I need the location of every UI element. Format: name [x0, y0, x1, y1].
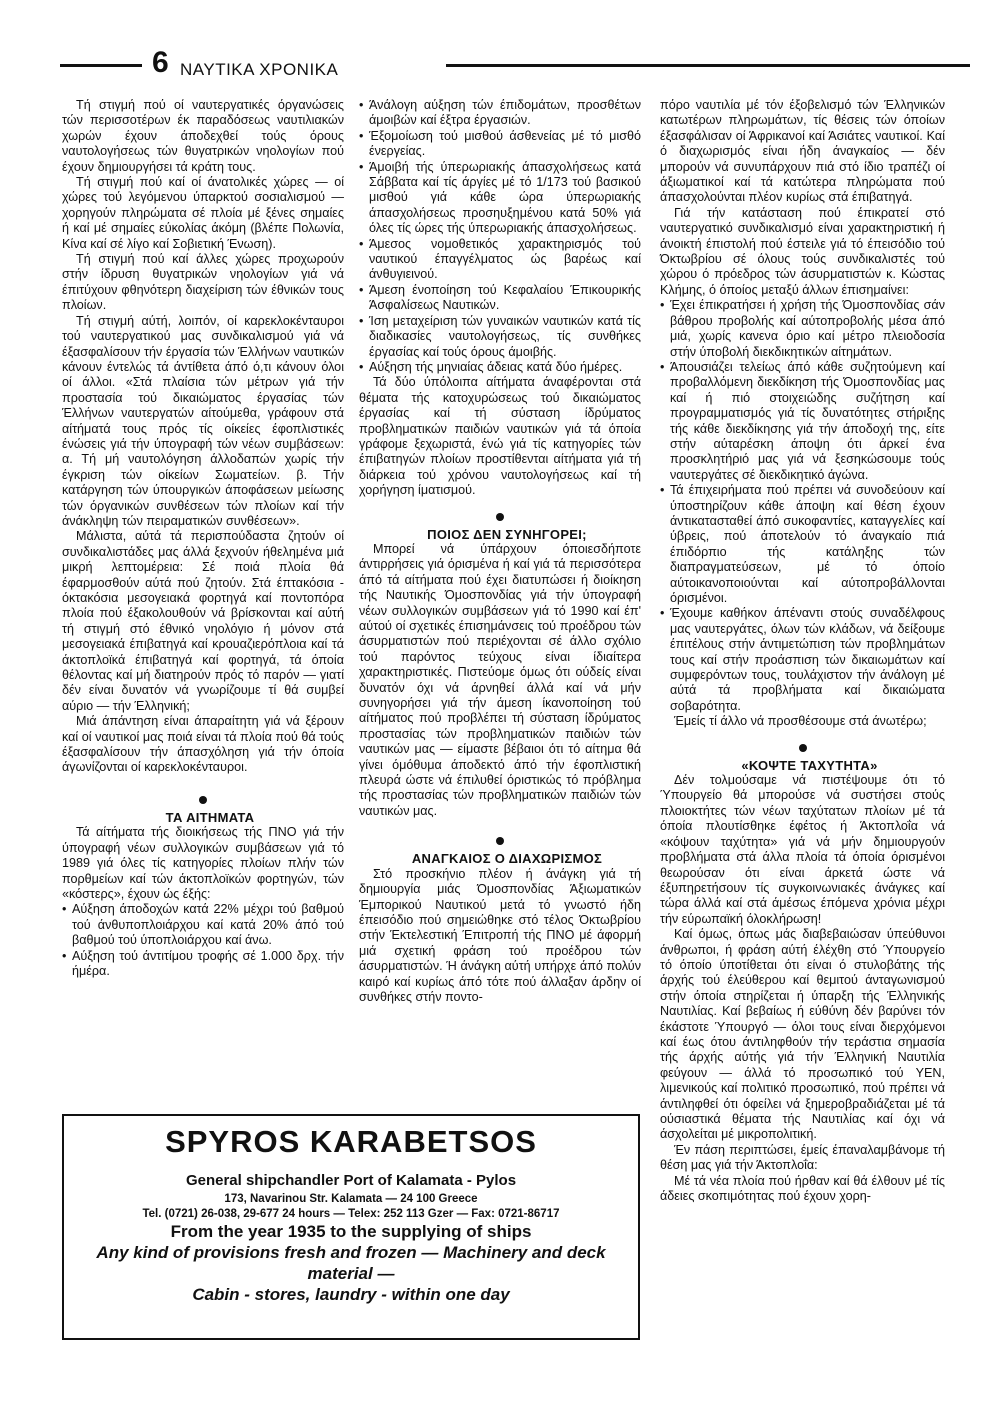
- paragraph: Τά δύο ύπόλοιπα αίτήματα άναφέρονται στά θέματα τής κατοχυρώσεως τού δικαιώματος έργασίας καί τή σύσταση ίδρύματος προβληματικών παιδιών ναυτικών γιά τά όποία γράφομε ξεχωριστά, ένώ γιά τίς κατηγορίες τών έπιβατηγών πλοίων προστίθενται αίτήματα γιά τή διάρκεια τού χρόνου ναυτολογήσεως καί τή χορήγηση ίματισμού.: [359, 375, 641, 498]
- ad-tagline: General shipchandler Port of Kalamata - Pylos: [185, 1172, 517, 1189]
- header-rule-right: [446, 64, 970, 67]
- paragraph: Δέν τολμούσαμε νά πιστέψουμε ότι τό Ύπουργείο θά μπορούσε νά συστήσει στούς πλοιοκτήτες τών νέων ταχύτατων πλοίων μέ τά όποία πλουτίσθηκε έφέτος ή Άκτοπλοΐα νά «κόψουν ταχύτητα» γιά νά μήν δημιουργούν προβλήματα στά άλλα πλοία τά όποία όρισμένοι θεωρούσαν ότι είναι άρκετά ώστε νά έξυπηρετήσουν τίς συγκοινωνιακές άνάγκες καί τώρα άλλά καί στά άμέσως έπόμενα χρόνια μέχρι τήν εύρωπαϊκή όλοκλήρωση!: [660, 773, 945, 926]
- paragraph: Έν πάση περιπτώσει, έμείς έπαναλαμβάνομε τή θέση μας γιά τήν Άκτοπλοΐα:: [660, 1142, 945, 1173]
- header-rule-left: [60, 64, 142, 67]
- section-bullet-dot: [496, 837, 504, 845]
- ad-services-line: Cabin - stores, laundry - within one day: [192, 1285, 510, 1304]
- paragraph: Καί όμως, όπως μάς διαβεβαιώσαν ύπεύθυνοι άνθρωποι, ή φράση αύτή έλέχθη στό Ύπουργείο τό όποίο ύποτίθεται ότι είναι ό στυλοβάτης τής άρχής τού έλεύθερου καί θεμιτού άνταγωνισμού στήν όποία στηρίζεται ή ύπαρξη τής Έλληνικής Ναυτιλίας. Καί βεβαίως ή εύθύνη δέν βαρύνει τόν έκάστοτε Ύπουργό — όλοι τους είναι διερχόμενοι καί έως ότου άντιληφθούν τήν τεράστια σημασία τής άρχής αύτής γιά τήν Έλληνική Ναυτιλία φεύγουν — άλλά τό προσωπικό τού ΥΕΝ, λιμενικούς καί πολιτικό προσωπικό, πού πρέπει νά άντιληφθεί ότι όφείλει νά ξημεροβραδιάζεται μέ τά ούσιαστικά θέματα τής Ναυτιλίας καί όχι νά άσχολείται μέ μικροπολιτική.: [660, 927, 945, 1142]
- list-item: • Τά έπιχειρήματα πού πρέπει νά συνοδεύουν καί ύποστηρίζουν κάθε άποψη καί θέση έχουν άντικατασταθεί άπό συκοφαντίες, καταγγελίες καί ύβρεις, πού άποτελούν τό άναγκαίο πιά έπιδόρπιο τής κατάληξης τών διαπραγματεύσεων, μέ τό όποίο αύτοικανοποιούνται καί αύτοπροβάλλονται όρισμένοι.: [660, 483, 945, 606]
- page-number: 6: [152, 46, 169, 79]
- list-item: • Άμεσος νομοθετικός χαρακτηρισμός τού ναυτικού έπαγγέλματος ώς βαρέως καί άνθυγιεινού.: [359, 237, 641, 283]
- publication-title: ΝΑΥΤΙΚΑ ΧΡΟΝΙΚΑ: [180, 60, 339, 79]
- paragraph: Στό προσκήνιο πλέον ή άνάγκη γιά τή δημιουργία μιάς Όμοσπονδίας Άξιωματικών Έμπορικού Ναυτικού μετά τό γνωστό ήδη έπεισόδιο πού σημειώθηκε στό τέλος Όκτωβρίου στήν Έκτελεστική Έπιτροπή τής ΠΝΟ μέ άφορμή μιά σχετική φράση τού προέδρου τών άσυρματιστών. Ή άνάγκη αύτή υπήρχε άπό πολύν καιρό καί κυρίως άπό τότε πού άλλαξαν άρδην οί συνθήκες στήν ποντο-: [359, 866, 641, 1004]
- paragraph: Μπορεί νά ύπάρχουν όποιεσδήποτε άντιρρήσεις γιά όρισμένα ή καί γιά τά περισσότερα άπό τά αίτήματα πού έχει διατυπώσει ή διοίκηση τής Ναυτικής Όμοσπονδίας γιά τήν ύπογραφή νέων συλλογικών συμβάσεων γιά τό 1990 καί έπ' αύτού οί σχετικές έπισημάνσεις τού προέδρου τών άσυρματιστών πού περιέχονται σέ άλλο σχόλιο τού παρόντος τεύχους είναι ίδιαίτερα χαρακτηριστικές. Πιστεύομε όμως ότι ούδείς είναι δυνατόν όχι νά άρνηθεί άλλά καί νά μήν συνηγορήσει γιά τήν άμεση ίκανοποίηση τού αίτήματος πού προβλέπει τή σύσταση ίδρύματος προστασίας τών προβληματικών παιδιών τών ναυτικών μας — είμαστε βέβαιοι ότι τό αίτημα θά γίνει όμόθυμα άποδεκτό άπό τήν έφοπλιστική πλευρά ώστε νά έπιλυθεί όριστικώς τό πρόβλημα τής προστασίας τών προβληματικών παιδιών τών ναυτικών μας.: [359, 541, 641, 818]
- paragraph: Τή στιγμή πού καί οί άνατολικές χώρες — οί χώρες τού λεγόμενου ύπαρκτού σοσιαλισμού — χορηγούν πληρώματα σέ πλοία μέ ξένες σημαίες ή καί μέ σημαίες εύκολίας άκόμη (βλέπε Πολωνία, Κίνα καί σέ λίγο καί Σοβιετική Ένωση).: [62, 175, 344, 251]
- paragraph: Τή στιγμή πού οί ναυτεργατικές όργανώσεις τών περισσοτέρων έκ παραδόσεως ναυτιλιακών χωρών έχουν άποδεχθεί τούς όρους ναυτολογήσεως τών θυγατρικών νηολογίων πού έχουν δημιουργήσει τά κράτη τους.: [62, 98, 344, 174]
- paragraph: Μάλιστα, αύτά τά περισπούδαστα ζητούν οί συνδικαλιστάδες μας άλλά ξεχνούν ήθελημένα μιά μικρή λεπτομέρεια: Σέ ποιά πλοία θά έφαρμοσθούν αύτά πού ζητούν. Στά έπτακόσια - όκτακόσια μεσογειακά φορτηγά καί ποντοπόρα πλοία πού έξακολουθούν νά βρίσκονται καί αύτή τή στιγμή στό έθνικό νηολόγιο ή μόνον στά μεσογειακά έπιβατηγά καί κρουαζιερόπλοια καί τά άκτοπλοϊκά έπιβατηγά καί φορτηγά, τά όποία θέλοντας καί μή διατηρούν πρός τό παρόν — γιατί δέν είναι δυνατόν νά γνωρίζουμε τί θά συμβεί αύριο — τήν Έλληνική;: [62, 529, 344, 713]
- section-title: ΑΝΑΓΚΑΙΟΣ Ο ΔΙΑΧΩΡΙΣΜΟΣ: [411, 851, 603, 867]
- paragraph: Μιά άπάντηση είναι άπαραίτητη γιά νά ξέρουν καί οί ναυτικοί μας ποιά είναι τά πλοία πού θά τούς έξασφαλίσουν τήν άπασχόληση γιά τήν όποία άγωνίζονται οί καρεκλοκένταυροι.: [62, 714, 344, 775]
- list-item: • Έχει έπικρατήσει ή χρήση τής Όμοσπονδίας σάν βάθρου προβολής καί αύτοπροβολής μέσα άπό μιά, χωρίς κανενα όριο καί μέτρο πλειοδοσία στήν ύποβολή διεκδικητικών αίτημάτων.: [660, 298, 945, 360]
- ad-contact: Tel. (0721) 26-038, 29-677 24 hours — Telex: 252 113 Gzer — Fax: 0721-86717: [142, 1208, 560, 1220]
- paragraph: Τή στιγμή πού καί άλλες χώρες προχωρούν στήν ίδρυση θυγατρικών νηολογίων γιά νά έπιτύχουν φθηνότερη διαχείριση τών έθνικών τους πλοίων.: [62, 252, 344, 313]
- advertisement-box: [62, 1114, 640, 1340]
- ad-address: 173, Navarinou Str. Kalamata — 24 100 Greece: [224, 1193, 478, 1205]
- page-header: [60, 46, 970, 86]
- paragraph: Έμείς τί άλλο νά προσθέσουμε στά άνωτέρω;: [674, 714, 927, 729]
- paragraph: Γιά τήν κατάσταση πού έπικρατεί στό ναυτεργατικό συνδικαλισμό είναι χαρακτηριστική ή άνοικτή έπιστολή πού έστειλε γιά τό έπεισόδιο τού Όκτωβρίου σέ όλους τούς συνδικαλιστές τού χώρου ό πρόεδρος τών άσυρματιστών κ. Κώστας Κλήμης, ό όποίος μεταξύ άλλων έπισημαίνει:: [660, 205, 945, 297]
- column-3: [660, 98, 945, 1204]
- paragraph: Μέ τά νέα πλοία πού ήρθαν καί θά έλθουν μέ τίς άδειες σκοπιμότητας πού έχουν χορη-: [660, 1173, 945, 1204]
- list-item: • Άμεση ένοποίηση τού Κεφαλαίου Έπικουρικής Άσφαλίσεως Ναυτικών.: [359, 283, 641, 314]
- list-item: • Έξομοίωση τού μισθού άσθενείας μέ τό μισθό ένεργείας.: [359, 129, 641, 160]
- section-bullet-dot: [199, 796, 207, 804]
- column-2: [359, 98, 641, 1005]
- section-bullet-dot: [496, 513, 504, 521]
- list-item: • Ίση μεταχείριση τών γυναικών ναυτικών κατά τίς διαδικασίες ναυτολογήσεως, τίς συνθήκες έργασίας καί τούς όρους άμοιβής.: [359, 314, 641, 360]
- list-item: • Αύξηση τού άντιτίμου τροφής σέ 1.000 δρχ. τήν ήμέρα.: [62, 949, 344, 980]
- list-item: • Αύξηση άποδοχών κατά 22% μέχρι τού βαθμού τού άνθυποπλοιάρχου καί κατά 20% άπό τού βαθμού τού ύποπλοιάρχου καί άνω.: [62, 902, 344, 948]
- ad-services-line: Any kind of provisions fresh and frozen — Machinery and deck material —: [96, 1243, 606, 1283]
- section-title: ΠΟΙΟΣ ΔΕΝ ΣΥΝΗΓΟΡΕΙ;: [427, 526, 587, 542]
- section-title: ΤΑ ΑΙΤΗΜΑΤΑ: [165, 809, 255, 825]
- list-item: • Άνάλογη αύξηση τών έπιδομάτων, προσθέτων άμοιβών καί έξτρα έργασιών.: [359, 98, 641, 129]
- section-bullet-dot: [799, 744, 807, 752]
- paragraph: Τή στιγμή αύτή, λοιπόν, οί καρεκλοκένταυροι τού ναυτεργατικού μας συνδικαλισμού γιά νά έξασφαλίσουν τήν έργασία τών Έλλήνων ναυτικών κάνουν έντελώς τά άντίθετα άπό ό,τι κάνουν όλοι οί άλλοι. «Στά πλαίσια τών μέτρων γιά τήν προστασία τού δικαιώματος έργασίας τών Έλλήνων ναυτεργατών αίτούμεθα, γράφουν στά αίτήματά τους πρός τίς οίκείες έφοπλιστικές ένώσεις γιά τήν ύπογραφή τών νέων συμβάσεων: α. Τή μή ναυτολόγηση άλλοδαπών χωρίς τήν έγκριση τών οίκείων Σωματείων. β. Τήν κατάργηση τών ύπουργικών άποφάσεων μείωσης τών όργανικών συνθέσεων τών πλοίων καί τήν άνάκληψη τών πειραματικών συνθέσεων».: [62, 313, 344, 528]
- list-item: • Έχουμε καθήκον άπέναντι στούς συναδέλφους μας ναυτεργάτες, όλων τών κλάδων, νά δείξουμε έπιτέλους στήν άντιμετώπιση τών προβλημάτων τους καί στήν προάσπιση τών δικαιωμάτων καί συμφερόντων τους, τουλάχιστον τήν άνάλογη μέ αύτά τά προβλήματα καί δικαιώματα σοβαρότητα.: [660, 606, 945, 714]
- ad-slogan: From the year 1935 to the supplying of ships: [170, 1222, 532, 1241]
- list-item: • Άπουσιάζει τελείως άπό κάθε συζητούμενη καί προβαλλόμενη διεκδίκηση τής Όμοσπονδίας μας καί ή πιό στοιχειώδης συζήτηση καί προγραμματισμός γιά τίς δυνατότητες στήριξης τής κάθε διεκδίκησης γιά τήν άποδοχή της, είτε στήν αύταρέσκη άποψη ότι άρκεί ένα προσκλητήριό μας γιά νά ξεσηκώσουμε τούς ναυτεργάτες σέ διεκδικητικό άγώνα.: [660, 360, 945, 483]
- paragraph: Τά αίτήματα τής διοικήσεως τής ΠΝΟ γιά τήν ύπογραφή νέων συλλογικών συμβάσεων γιά τό 1989 γιά όλες τίς κατηγορίες πλοίων πλήν τών πορθμείων καί τών άκτοπλοϊκών φορτηγών, τών «κόστερς», έχουν ώς έξής:: [62, 825, 344, 901]
- column-1: [62, 98, 344, 979]
- list-item: • Άμοιβή τής ύπερωριακής άπασχολήσεως κατά Σάββατα καί τίς άργίες μέ τό 1/173 τού βασικού μισθού γιά κάθε ώρα ύπερωριακής άπασχολήσεως προσηυξημένου κατά 50% γιά όλες τίς ώρες τής ύπερωριακής άπασχολήσεως.: [359, 160, 641, 237]
- ad-company-name: SPYROS KARABETSOS: [165, 1124, 537, 1159]
- section-title: «ΚΟΨΤΕ ΤΑΧΥΤΗΤΑ»: [741, 757, 878, 773]
- list-item: • Αύξηση τής μηνιαίας άδειας κατά δύο ήμέρες.: [359, 360, 641, 375]
- paragraph: πόρο ναυτιλία μέ τόν έξοβελισμό τών Έλληνικών κατωτέρων πληρωμάτων, τίς θέσεις τών όποίων έξασφάλισαν οί Άφρικανοί καί Άσιάτες ναυτικοί. Καί ό διαχωρισμός είναι ήδη άναγκαίος — δέν μπορούν νά συνυπάρχουν πιά στό ίδιο τραπέζι οί άξιωματικοί καί τά κατώτερα πληρώματα πού άπασχολούνται πλέον κυρίως στά έπιβατηγά.: [660, 98, 945, 205]
